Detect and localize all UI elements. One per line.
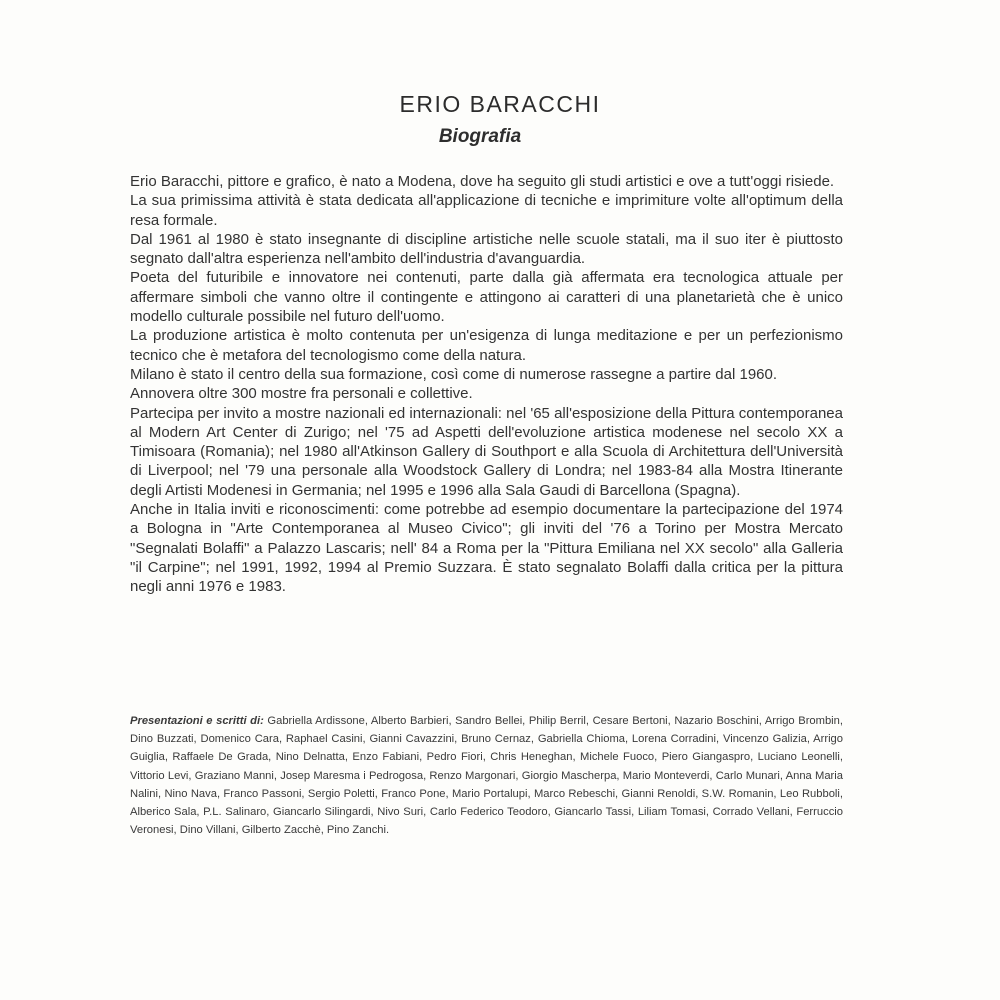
bio-paragraph: Anche in Italia inviti e riconoscimenti: come potrebbe ad esempio documentare la partecipazione del 1974 a Bologna in "Arte Contemporanea al Museo Civico"; gli inviti del '76 a Torino per Mostra Mercato "Segnalati Bolaffi" a Palazzo Lascaris; nell' 84 a Roma per la "Pittura Emiliana nel XX secolo" alla Galleria "il Carpine"; nel 1991, 1992, 1994 al Premio Suzzara. È stato segnalato Bolaffi dalla critica per la pittura negli anni 1976 e 1983.: [130, 501, 843, 596]
bio-paragraph: Milano è stato il centro della sua formazione, così come di numerose rassegne a partire dal 1960.: [130, 365, 778, 383]
bio-paragraph: La sua primissima attività è stata dedicata all'applicazione di tecniche e imprimiture volte all'optimum della resa formale.: [130, 192, 843, 229]
bio-paragraph: Dal 1961 al 1980 è stato insegnante di discipline artistiche nelle scuole statali, ma il suo iter è piuttosto segnato dall'altra esperienza nell'ambito dell'industria d'avanguardia.: [130, 230, 843, 268]
biography-text: [130, 172, 843, 597]
page-title: ERIO BARACCHI: [399, 91, 601, 118]
presentations-names: Gabriella Ardissone, Alberto Barbieri, Sandro Bellei, Philip Berril, Cesare Bertoni, Nazario Boschini, Arrigo Brombin, Dino Buzzati, Domenico Cara, Raphael Casini, Gianni Cavazzini, Bruno Cernaz, Gabriella Chioma, Lorena Corradini, Vincenzo Galizia, Arrigo Guiglia, Raffaele De Grada, Nino Delnatta, Enzo Fabiani, Pedro Fiori, Chris Heneghan, Michele Fuoco, Piero Giangaspro, Luciano Leonelli, Vittorio Levi, Graziano Manni, Josep Maresma i Pedrogosa, Renzo Margonari, Giorgio Mascherpa, Mario Monteverdi, Carlo Munari, Anna Maria Nalini, Nino Nava, Franco Passoni, Sergio Poletti, Franco Pone, Mario Portalupi, Marco Rebeschi, Gianni Renoldi, S.W. Romanin, Leo Rubboli, Alberico Sala, P.L. Salinaro, Giancarlo Silingardi, Nivo Suri, Carlo Federico Teodoro, Giancarlo Tassi, Liliam Tomasi, Corrado Vellani, Ferruccio Veronesi, Dino Villani, Gilberto Zacchè, Pino Zanchi.: [130, 715, 843, 837]
bio-paragraph: Erio Baracchi, pittore e grafico, è nato a Modena, dove ha seguito gli studi artistici e ove a tutt'oggi risiede.: [130, 173, 835, 190]
bio-paragraph: Poeta del futuribile e innovatore nei contenuti, parte dalla già affermata era tecnologica attuale per affermare simboli che vanno oltre il contingente e attingono ai caratteri di una planetarietà che è unico modello culturale possibile nel futuro dell'uomo.: [130, 269, 843, 326]
bio-paragraph: Annovera oltre 300 mostre fra personali e collettive.: [130, 385, 473, 403]
bio-paragraph: La produzione artistica è molto contenuta per un'esigenza di lunga meditazione e per un perfezionismo tecnico che è metafora del tecnologismo come della natura.: [130, 327, 843, 364]
presentations-list: [130, 712, 843, 839]
bio-paragraph: Partecipa per invito a mostre nazionali ed internazionali: nel '65 all'esposizione della Pittura contemporanea al Modern Art Center di Zurigo; nel '75 ad Aspetti dell'evoluzione artistica modenese nel secolo XX a Timisoara (Romania); nel 1980 all'Atkinson Gallery di Southport e alla Scuola di Architettura dell'Università di Liverpool; nel '79 una personale alla Woodstock Gallery di Londra; nel 1983-84 alla Mostra Itinerante degli Artisti Modenesi in Germania; nel 1995 e 1996 alla Sala Gaudi di Barcellona (Spagna).: [130, 404, 843, 499]
presentations-lead: Presentazioni e scritti di:: [130, 715, 264, 727]
section-subtitle: Biografia: [438, 126, 522, 147]
